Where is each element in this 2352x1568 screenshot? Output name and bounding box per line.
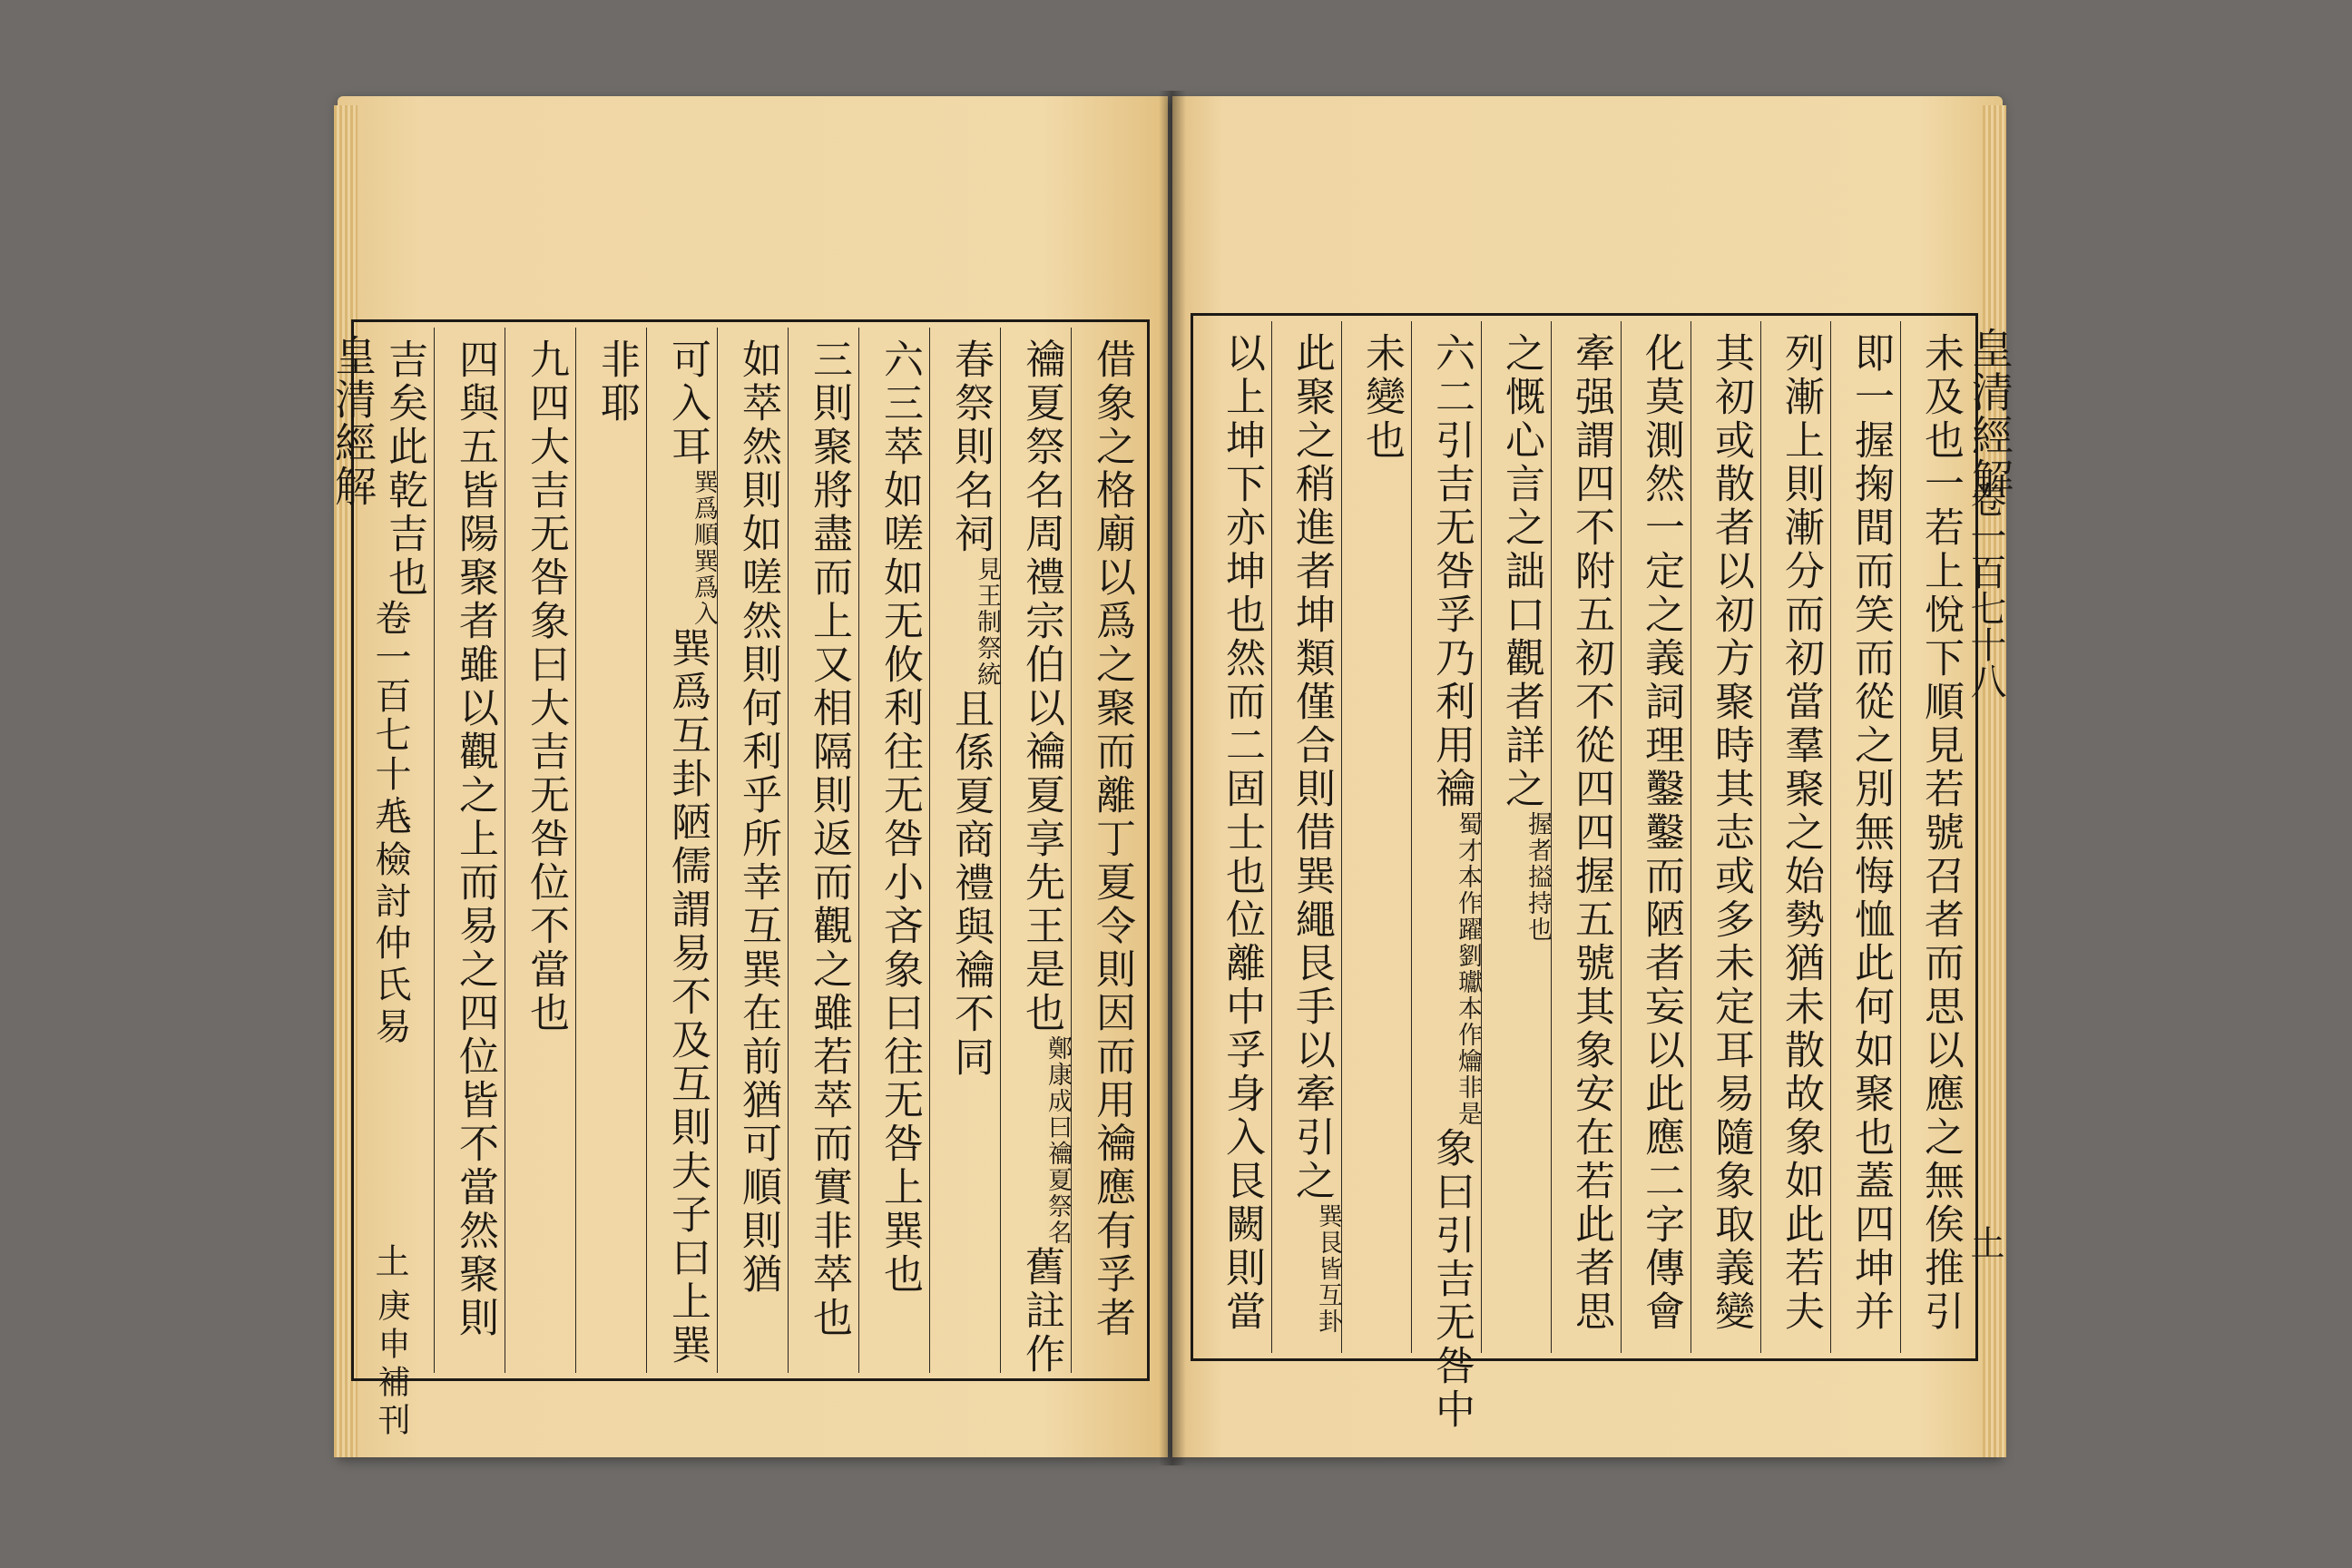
annotation-note: 巽艮皆互卦 — [1314, 1203, 1342, 1335]
right-text-frame — [1191, 313, 1978, 1432]
text-column — [1000, 328, 1072, 1377]
column-text — [1342, 332, 1411, 463]
column-text — [930, 338, 1000, 1080]
main-text-continued: 舊註作 — [1018, 1246, 1064, 1377]
text-column — [434, 328, 505, 1373]
left-margin-juan: 卷一百七十八 — [369, 599, 411, 833]
column-text — [1622, 332, 1690, 1334]
main-text: 六三萃如嗟如无攸利往无咎小吝象曰往无咎上巽也 — [877, 338, 923, 1297]
column-text — [1072, 338, 1142, 1340]
text-column — [1201, 321, 1271, 1353]
right-margin-page-number: 土 — [1965, 1225, 2004, 1259]
main-text: 化莫測然一定之義詞理鑿鑿而陋者妄以此應二字傳會 — [1638, 332, 1684, 1334]
main-text: 九四大吉无咎象曰大吉无咎位不當也 — [523, 338, 569, 1035]
main-text: 如萃然則如嗟然則何利乎所幸互巽在前猶可順則猶 — [735, 338, 781, 1297]
main-text: 六二引吉无咎孚乃利用禴 — [1428, 332, 1475, 811]
column-text — [789, 338, 858, 1340]
main-text: 可入耳 — [664, 338, 710, 469]
left-columns — [359, 328, 1142, 1377]
main-text-continued: 巽爲互卦陋儒謂易不及互則夫子曰上巽 — [664, 627, 710, 1367]
open-book — [328, 91, 2014, 1465]
main-text: 未變也 — [1358, 332, 1405, 463]
right-columns — [1199, 321, 1970, 1432]
column-text — [1201, 332, 1271, 1334]
text-column — [1271, 321, 1341, 1353]
main-text: 三則聚將盡而上又相隔則返而觀之雖若萃而實非萃也 — [806, 338, 852, 1340]
column-text — [859, 338, 929, 1297]
main-text: 其初或散者以初方聚時其志或多未定耳易隨象取義變 — [1708, 332, 1754, 1334]
main-text-continued: 且係夏商禮與禴不同 — [947, 688, 994, 1080]
annotation-note: 見王制祭統 — [973, 556, 1001, 688]
main-text: 以上坤下亦坤也然而二固士也位離中孚身入艮闕則當 — [1219, 332, 1265, 1334]
left-margin-page-number: 土 — [369, 1243, 409, 1278]
text-column — [929, 328, 1000, 1373]
book-spine — [1159, 91, 1186, 1465]
text-column — [1481, 321, 1551, 1353]
annotation-note: 握者搤持也 — [1524, 811, 1552, 943]
column-text — [505, 338, 575, 1035]
text-column — [575, 328, 646, 1373]
annotation-note: 巽爲順巽爲入 — [690, 469, 718, 627]
main-text-continued: 象曰引吉无咎中 — [1428, 1127, 1475, 1432]
left-margin-edition: 庚申補刊 — [373, 1289, 410, 1441]
main-text: 吉矣此乾吉也 — [381, 338, 427, 600]
column-text — [1761, 332, 1830, 1334]
column-text — [1691, 332, 1760, 1334]
column-text — [1412, 332, 1481, 1432]
main-text: 列漸上則漸分而初當羣聚之始勢猶未散故象如此若夫 — [1778, 332, 1824, 1334]
main-text: 即一握掬間而笑而從之別無悔恤此何如聚也蓋四坤并 — [1847, 332, 1894, 1334]
column-text — [1831, 332, 1900, 1334]
text-column — [1690, 321, 1760, 1353]
text-column — [1830, 321, 1900, 1353]
column-text — [1482, 332, 1551, 943]
text-column — [1760, 321, 1830, 1353]
main-text: 借象之格廟以爲之聚而離丁夏令則因而用禴應有孚者 — [1089, 338, 1135, 1340]
column-text — [647, 338, 717, 1367]
column-text — [1001, 338, 1071, 1377]
left-margin-book-title: 皇清經解 — [328, 334, 377, 508]
text-column — [717, 328, 788, 1373]
left-text-frame — [351, 319, 1150, 1381]
main-text: 牽强謂四不附五初不從四四握五號其象安在若此者思 — [1568, 332, 1614, 1334]
column-text — [718, 338, 788, 1297]
main-text: 春祭則名祠 — [947, 338, 994, 556]
annotation-note: 蜀才本作躍劉瓛本作爚非是 — [1454, 811, 1482, 1127]
main-text: 未及也一若上悅下順見若號召者而思以應之無俟推引 — [1917, 332, 1964, 1334]
main-text: 之慨心言之詘口觀者詳之 — [1498, 332, 1544, 811]
text-column — [788, 328, 858, 1373]
main-text: 禴夏祭名周禮宗伯以禴夏享先王是也 — [1018, 338, 1064, 1035]
annotation-note: 鄭康成曰禴夏祭名 — [1044, 1035, 1072, 1246]
right-margin-juan: 卷一百七十八 — [1965, 481, 2006, 699]
column-text — [1272, 332, 1341, 1335]
column-text — [576, 338, 646, 426]
text-column — [646, 328, 717, 1373]
main-text: 此聚之稍進者坤類僅合則借巽繩艮手以牽引之 — [1289, 332, 1335, 1203]
main-text: 四與五皆陽聚者雖以觀之上而易之四位皆不當然聚則 — [452, 338, 498, 1340]
left-margin-author: 毛檢討仲氏易 — [369, 799, 411, 1049]
text-column — [1621, 321, 1690, 1353]
text-column — [1341, 321, 1411, 1353]
column-text — [1552, 332, 1621, 1334]
main-text: 非耶 — [593, 338, 640, 426]
column-text — [435, 338, 505, 1340]
text-column — [1411, 321, 1482, 1432]
text-column — [858, 328, 929, 1373]
text-column — [1551, 321, 1621, 1353]
text-column — [1071, 328, 1142, 1373]
text-column — [505, 328, 575, 1373]
right-margin-book-title: 皇清經解 — [1965, 327, 2014, 501]
